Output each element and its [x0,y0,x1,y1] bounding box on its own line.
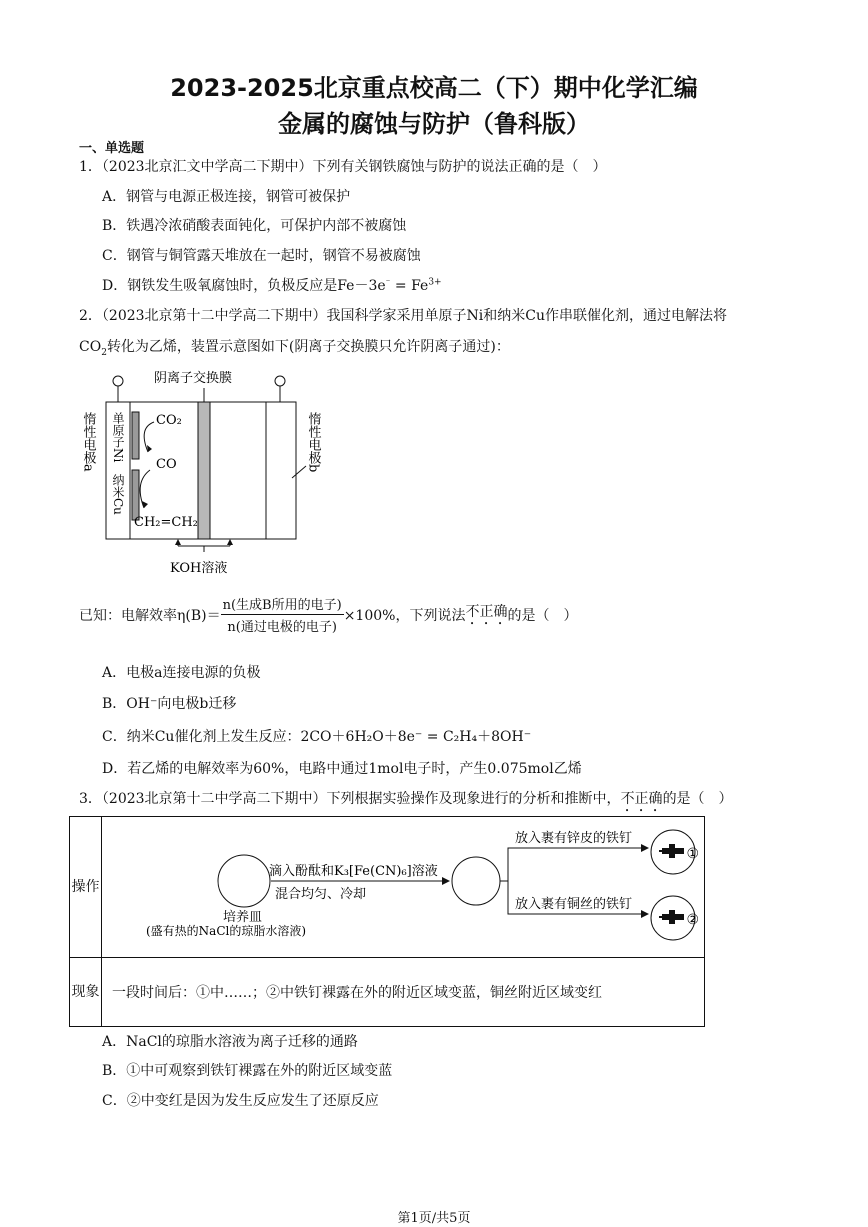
q3-option-b: B．①中可观察到铁钉裸露在外的附近区域变蓝 [102,1063,393,1079]
known-end: 的是（ ） [507,607,578,624]
formula-charge: ⁻ [385,277,391,288]
q1-option-c: C．钢管与铜管露天堆放在一起时，钢管不易被腐蚀 [102,248,421,264]
mark-2: ② [686,912,699,928]
known-suffix: ×100%，下列说法 [343,607,466,624]
co-label: CO [156,457,177,472]
page-footer: 第1页/共5页 [397,1211,471,1226]
terminal-b-icon [275,376,285,386]
efficiency-fraction [221,594,344,635]
q1-option-d [102,275,442,295]
q1-option-a: A．钢管与电源正极连接，钢管可被保护 [102,189,351,205]
q3-option-a: A．NaCl的琼脂水溶液为离子迁移的通路 [102,1034,358,1050]
formula-charge: 3+ [428,277,442,288]
question-number: 1． [79,159,102,175]
dish-label: 培养皿 [223,910,263,925]
option-text: D．钢铁发生吸氧腐蚀时，负极反应是 [102,278,338,294]
question-3 [79,788,733,815]
question-stem: （2023北京第十二中学高二下期中）我国科学家采用单原子Ni和纳米Cu作串联催化剂，通过电解法将 [101,308,728,324]
mixed-dish-icon [452,857,500,905]
document-subtitle: 金属的腐蚀与防护（鲁科版） [278,110,590,138]
emphasis-not-correct: 不正确 [465,604,508,620]
efficiency-definition [79,594,577,635]
ni-label: 单原子Ni [111,412,125,463]
question-number: 2． [79,308,102,324]
known-prefix: 已知：电解效率η(B)＝ [79,607,221,624]
co2-label: CO₂ [156,413,182,428]
q1-option-b: B．铁遇冷浓硝酸表面钝化，可保护内部不被腐蚀 [102,218,407,234]
fraction-numerator: n(生成B所用的电子) [221,594,344,615]
row-label-operation: 操作 [70,817,102,958]
operation-cell [102,817,705,958]
phenomenon-cell: 一段时间后：①中……；②中铁钉裸露在外的附近区域变蓝，铜丝附近区域变红 [102,958,705,1027]
experiment-table [69,816,705,1027]
stem-text: 转化为乙烯，装置示意图如下(阴离子交换膜只允许阴离子通过)： [106,339,510,355]
dish-note: (盛有热的NaCl的琼脂水溶液) [146,924,307,938]
arrow-bottom-label: 混合均匀、冷却 [275,887,367,902]
ethylene-label: CH₂=CH₂ [134,515,198,530]
cu-catalyst [132,470,139,520]
emphasis-not-correct: 不正确 [620,791,663,807]
arrow-co-to-ethylene [140,470,150,508]
fraction-denominator: n(通过电极的电子) [227,620,337,635]
anion-membrane [198,402,210,539]
branch-top-label: 放入裹有锌皮的铁钉 [515,831,633,846]
mark-1: ① [686,846,699,862]
electrolysis-diagram [78,362,338,582]
arrow-top-label: 滴入酚酞和K₃[Fe(CN)₆]溶液 [269,864,438,879]
experiment-diagram [103,818,703,956]
q2-option-c: C．纳米Cu催化剂上发生反应：2CO＋6H₂O＋8e⁻ = C₂H₄＋8OH⁻ [102,729,532,745]
formula-part: = Fe [390,278,429,294]
ni-catalyst [132,412,139,459]
cu-label: 纳米Cu [111,474,125,515]
row-label-phenomenon: 现象 [70,958,102,1027]
koh-label: KOH溶液 [170,561,228,576]
question-2 [79,305,727,325]
question-2-line2 [79,336,510,358]
electrode-a-label: 惰性电极a [80,412,96,472]
subscript: 2 [101,347,107,358]
section-heading: 一、单选题 [79,141,145,156]
membrane-label: 阴离子交换膜 [154,371,233,386]
question-1 [79,156,607,176]
question-stem-end: 的是（ ） [662,791,733,807]
branch-bottom-label: 放入裹有铜丝的铁钉 [515,897,633,912]
document-title: 2023-2025北京重点校高二（下）期中化学汇编 [170,74,698,102]
petri-dish-icon [218,855,270,907]
terminal-a-icon [113,376,123,386]
q3-option-c: C．②中变红是因为发生反应发生了还原反应 [102,1093,379,1109]
question-stem: （2023北京第十二中学高二下期中）下列根据实验操作及现象进行的分析和推断中， [101,791,621,807]
question-number: 3． [79,791,102,807]
q2-option-b: B．OH⁻向电极b迁移 [102,696,237,712]
formula-co2: CO [79,339,102,355]
electrode-b-label: 惰性电极b [305,412,321,473]
q2-option-d: D．若乙烯的电解效率为60%，电路中通过1mol电子时，产生0.075mol乙烯 [102,761,582,777]
formula-part: Fe－3e [337,278,386,294]
question-stem: （2023北京汇文中学高二下期中）下列有关钢铁腐蚀与防护的说法正确的是（ ） [101,159,607,175]
q2-option-a: A．电极a连接电源的负极 [102,665,261,681]
